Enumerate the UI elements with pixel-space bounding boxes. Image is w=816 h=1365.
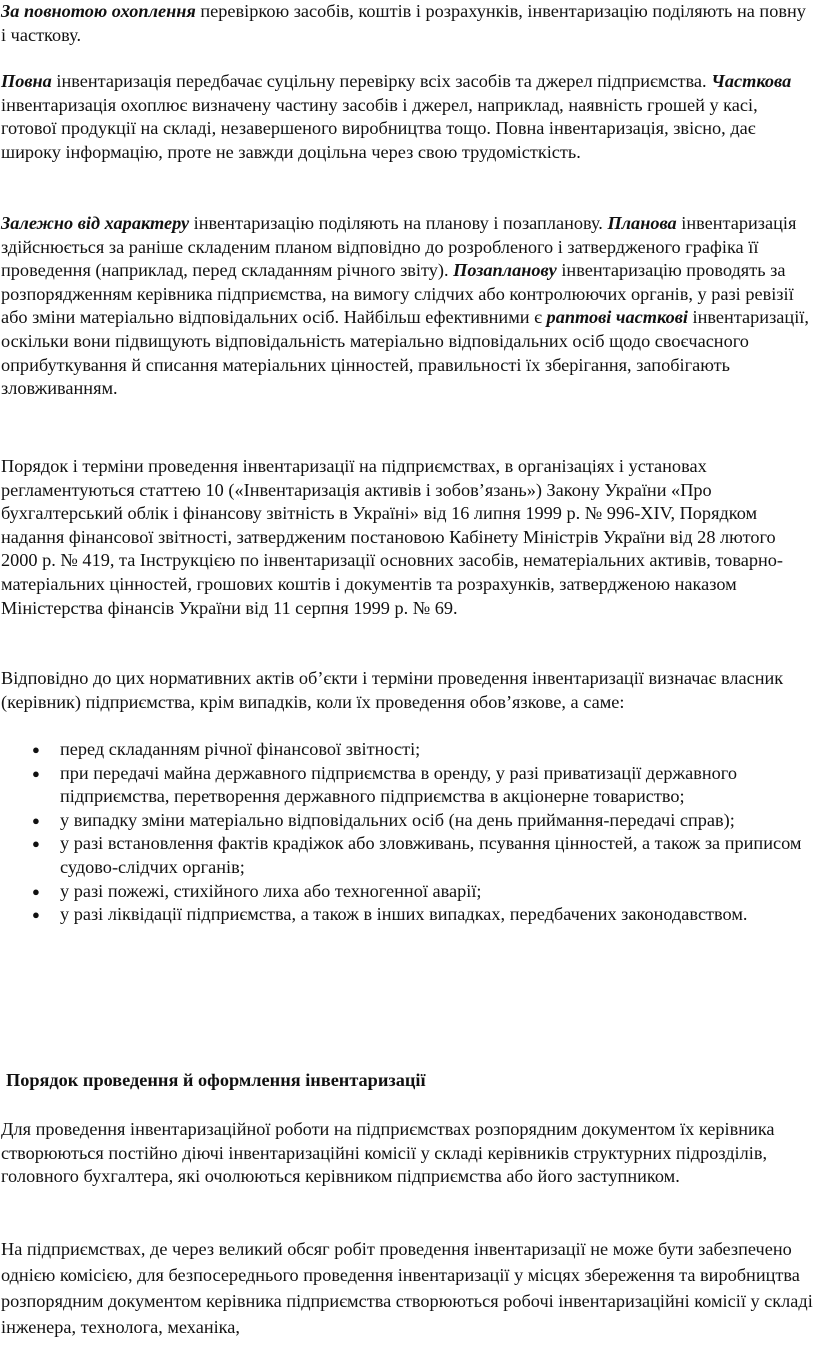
list-item [0, 762, 814, 809]
list-item-text: перед складанням річної фінансової звітності; [60, 739, 421, 759]
list-item [0, 738, 814, 762]
paragraph-by-character [1, 212, 813, 401]
paragraph-text: інвентаризацію поділяють на планову і позапланову. [189, 213, 608, 233]
bullet-icon: ● [32, 742, 40, 757]
paragraph-working-commissions: На підприємствах, де через великий обсяг робіт проведення інвентаризації не може бути забезпечено однією комісією, для безпосереднього проведення інвентаризації у місцях збереження та виробництва розпорядним документом керівника підприємства створюються робочі інвентаризаційні комісії у складі інженера, технолога, механіка, [1, 1239, 813, 1337]
list-item-text: у випадку зміни матеріально відповідальних осіб (на день приймання-передачі справ); [60, 809, 735, 830]
mandatory-cases-list [0, 738, 814, 927]
list-item-text: у разі ліквідації підприємства, а також в інших випадках, передбачених законодавством. [60, 904, 748, 925]
term-sudden-partial: раптові часткові [546, 307, 688, 328]
bullet-icon: ● [32, 812, 40, 828]
paragraph-text: інвентаризація охоплює визначену частину засобів і джерел, наприклад, наявність грошей у касі, готової продукції на складі, незавершеного виробництва тощо. Повна інвентаризація, звісно, дає широку інформацію, проте не завжди доцільна через свою трудомісткість. [1, 94, 758, 162]
list-item-text: у разі пожежі, стихійного лиха або техногенної аварії; [60, 880, 482, 901]
paragraph-mandatory-cases-intro: Відповідно до цих нормативних актів об’єкти і терміни проведення інвентаризації визначає власник (керівник) підприємства, крім випадків, коли їх проведення обов’язкове, а саме: [1, 668, 784, 712]
term-full: Повна [1, 71, 52, 91]
paragraph-regulations: Порядок і терміни проведення інвентаризації на підприємствах, в організаціях і установах регламентуються статтею 10 («Інвентаризація активів і зобов’язань») Закону України «Про бухгалтерський облік і фінансову звітність в Україні» від 16 липня 1999 р. № 996-XIV, Порядком надання фінансової звітності, затвердженим постановою Кабінету Міністрів України від 28 лютого 2000 р. № 419, та Інструкцією по інвентаризації основних засобів, нематеріальних активів, товарно-матеріальних цінностей, грошових коштів і документів та розрахунків, затвердженою наказом Міністерства фінансів України від 11 серпня 1999 р. № 69. [1, 456, 783, 618]
paragraph-text: інвентаризація передбачає суцільну перевірку всіх засобів та джерел підприємства. [51, 71, 712, 91]
list-item [0, 880, 814, 904]
list-item-text: у разі встановлення фактів крадіжок або зловживань, псування цінностей, а також за приписом судово-слідчих органів; [60, 833, 802, 877]
list-item [0, 832, 814, 879]
bullet-icon: ● [32, 883, 40, 899]
term-partial: Часткова [711, 71, 792, 91]
paragraph-text: інвентаризації, оскільки вони підвищують відповідальність матеріально відповідальних осіб щодо своєчасного оприбуткування й списання матеріальних цінностей, правильності їх зберігання, запобігають зловживанням. [1, 307, 809, 399]
term-planned: Планова [607, 213, 677, 233]
section-heading: Порядок проведення й оформлення інвентаризації [6, 1070, 426, 1090]
list-item [0, 903, 814, 927]
term-by-completeness: За повнотою охоплення [1, 1, 196, 21]
paragraph-full-partial [1, 70, 815, 164]
bullet-icon: ● [32, 907, 40, 923]
paragraph-text: інвентаризація здійснюється за раніше складеним планом відповідно до розробленого і затвердженого графіка її проведення (наприклад, перед складанням річного звіту). [1, 213, 797, 281]
bullet-icon: ● [32, 765, 40, 781]
list-item [0, 809, 814, 833]
term-unplanned: Позапланову [453, 260, 557, 281]
paragraph-commissions: Для проведення інвентаризаційної роботи на підприємствах розпорядним документом їх керівника створюються постійно діючі інвентаризаційні комісії у складі керівників структурних підрозділів, головного бухгалтера, які очолюються керівником підприємства або його заступником. [1, 1119, 775, 1187]
paragraph-text: інвентаризацію проводять за розпорядженням керівника підприємства, на вимогу слідчих або контролюючих органів, у разі ревізії або зміни матеріально відповідальних осіб. Найбільш ефективними є [1, 260, 794, 328]
paragraph-text: перевіркою засобів, коштів і розрахунків, інвентаризацію поділяють на повну і часткову. [1, 1, 806, 45]
list-item-text: при передачі майна державного підприємства в оренду, у разі приватизації державного підприємства, перетворення державного підприємства в акціонерне товариство; [60, 762, 737, 807]
term-by-character: Залежно від характеру [1, 213, 190, 233]
bullet-icon: ● [32, 836, 40, 852]
paragraph-completeness [1, 0, 813, 47]
